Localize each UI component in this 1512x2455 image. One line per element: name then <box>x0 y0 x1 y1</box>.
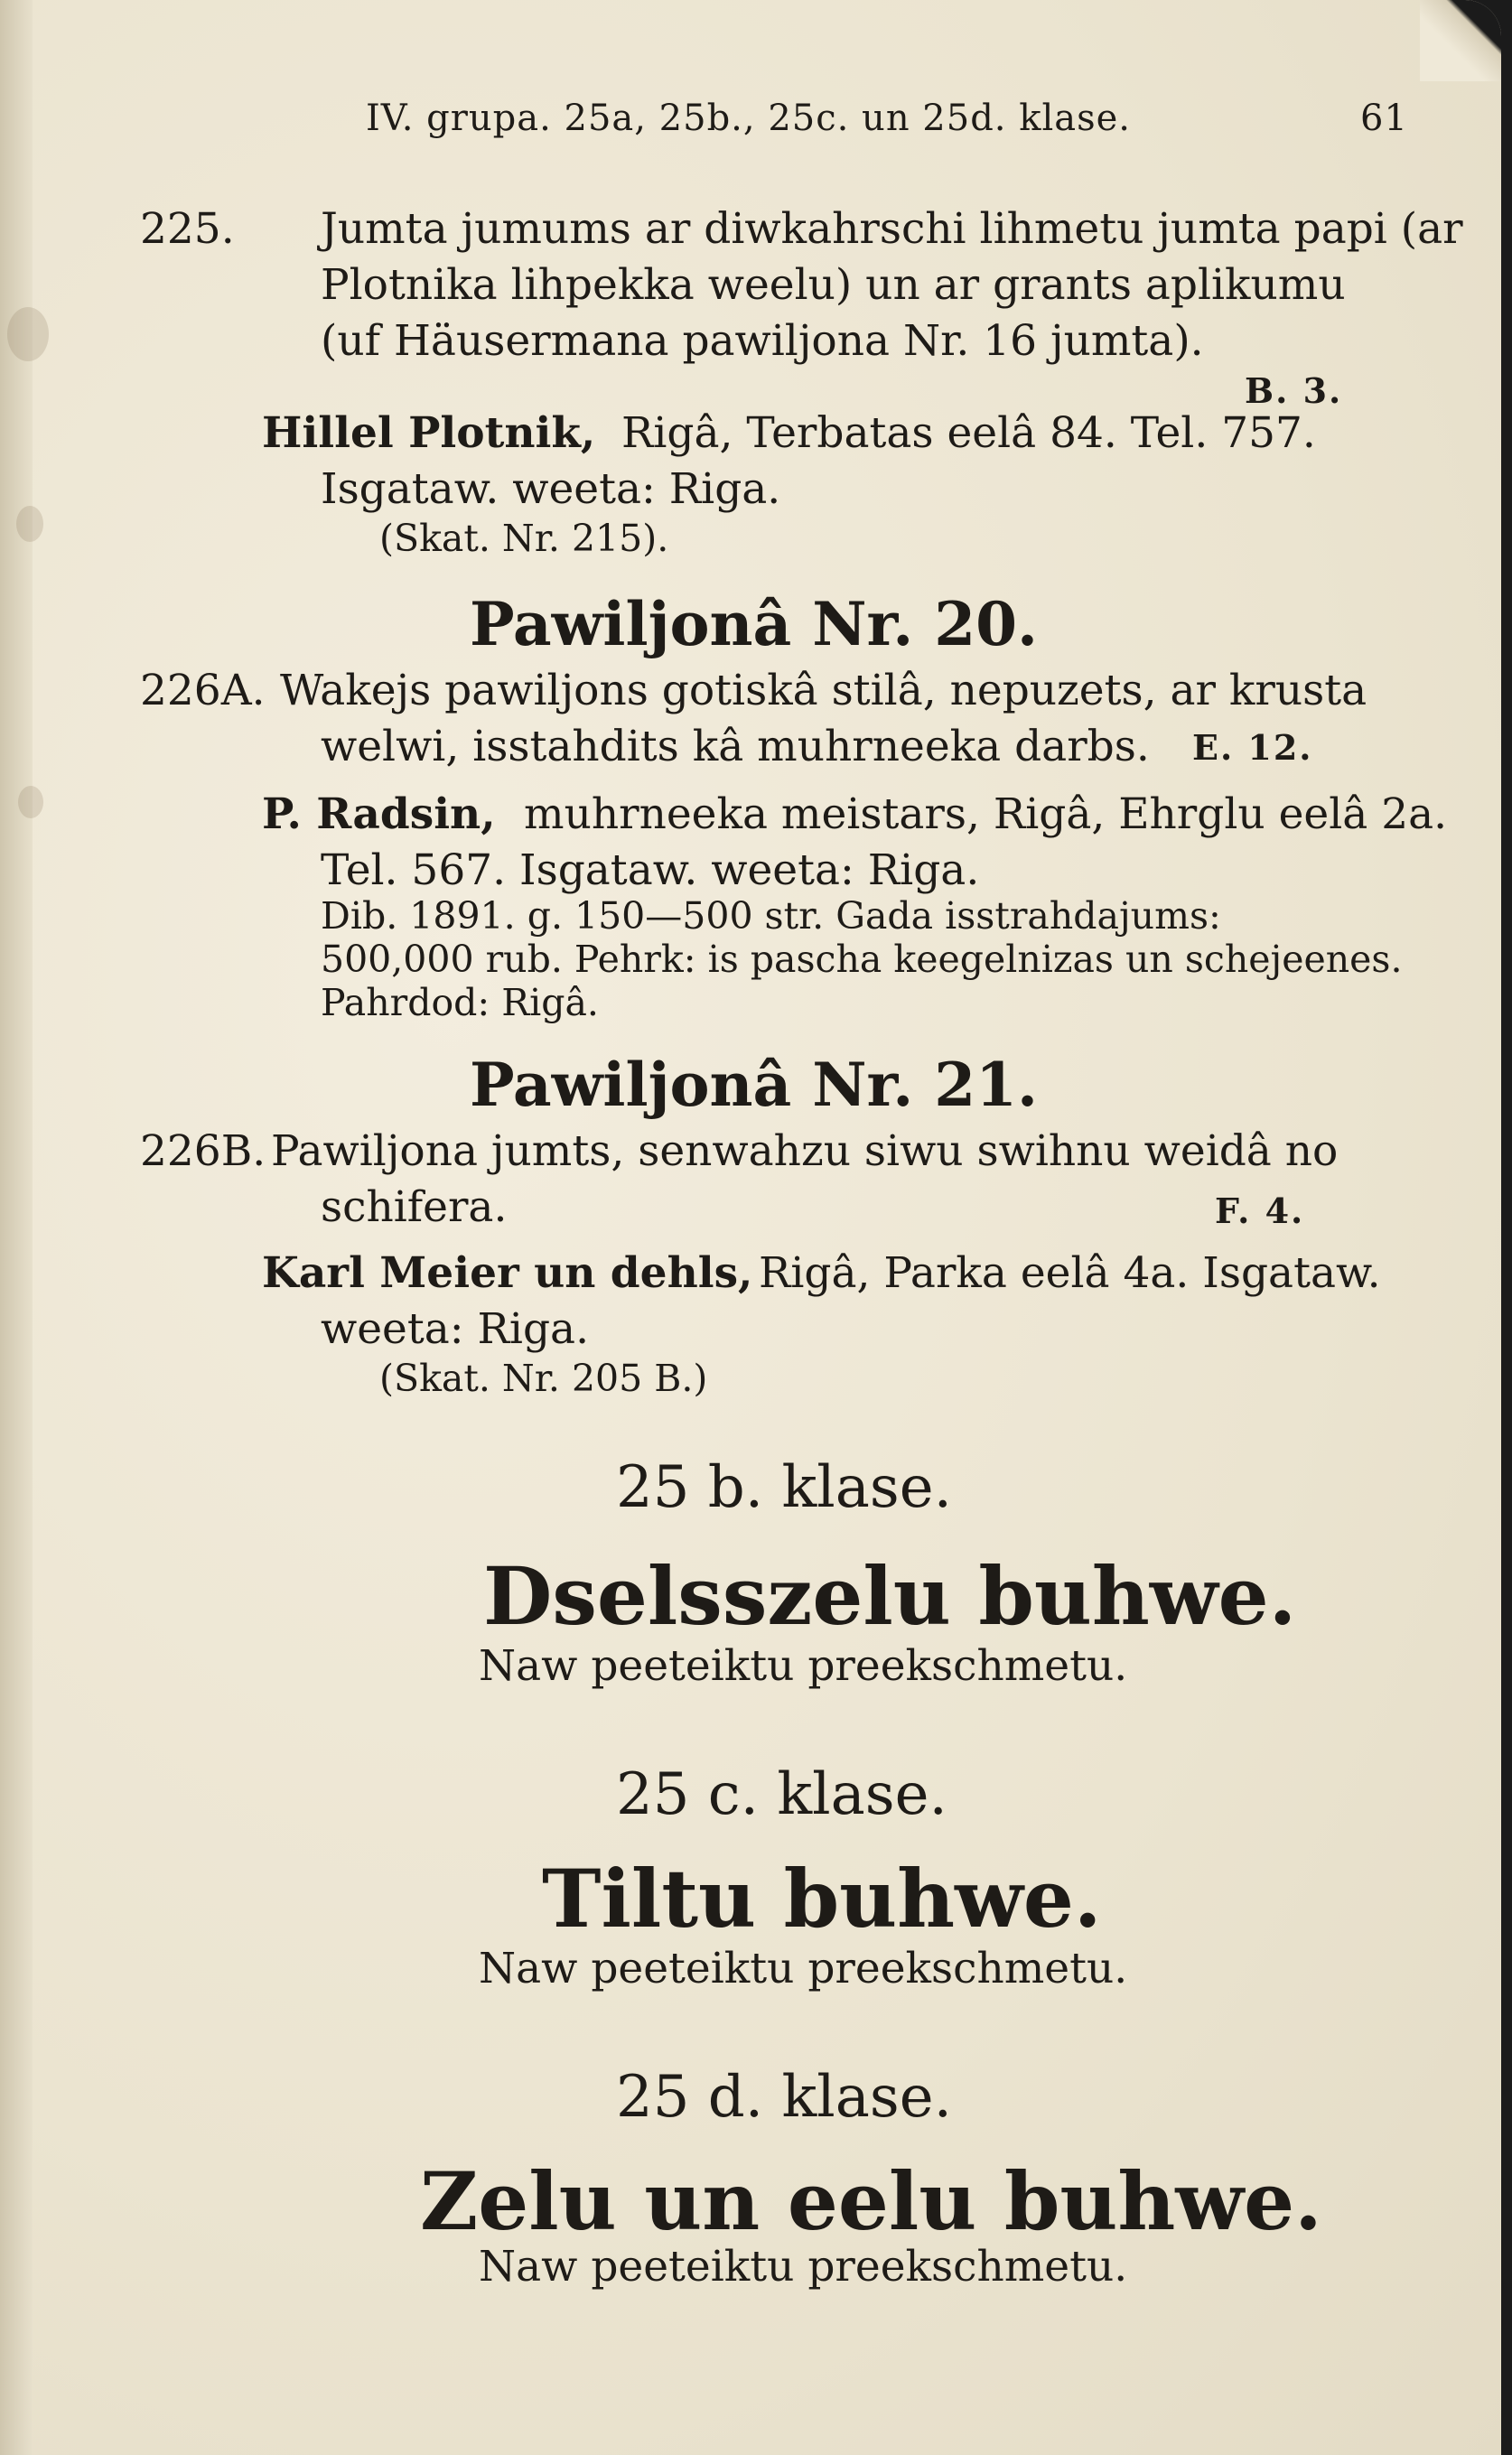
entry-text-line: welwi, isstahdits kâ muhrneeka darbs. <box>321 722 1150 771</box>
class-heading: 25 d. klase. <box>616 2064 952 2131</box>
exhibitor-address: Isgataw. weeta: Riga. <box>321 464 781 514</box>
section-heading: Pawiljonâ Nr. 20. <box>470 589 1039 659</box>
paper-stain <box>16 506 43 542</box>
catalog-reference: (Skat. Nr. 215). <box>379 517 669 560</box>
exhibitor-address: muhrneeka meistars, Rigâ, Ehrglu eelâ 2a. <box>524 789 1448 839</box>
detail-line: Pahrdod: Rigâ. <box>321 981 599 1024</box>
entry-number: 226B. <box>140 1126 266 1176</box>
running-header: IV. grupa. 25a, 25b., 25c. un 25d. klase. <box>366 98 1132 139</box>
exhibitor-name: Hillel Plotnik, <box>262 408 596 458</box>
entry-text-line: (uf Häusermana pawiljona Nr. 16 jumta). <box>321 316 1204 366</box>
entry-text-line: schifera. <box>321 1182 508 1232</box>
location-mark: F. 4. <box>1215 1190 1305 1231</box>
entry-text-line: Jumta jumums ar diwkahrschi lihmetu jumta papi (ar <box>321 204 1463 254</box>
entry-text-line: Pawiljona jumts, senwahzu siwu swihnu weidâ no <box>271 1126 1339 1176</box>
catalog-reference: (Skat. Nr. 205 B.) <box>379 1357 708 1400</box>
exhibitor-address: Rigâ, Terbatas eelâ 84. Tel. 757. <box>621 408 1316 458</box>
entry-text-line: Plotnika lihpekka weelu) un ar grants aplikumu <box>321 260 1346 310</box>
location-mark: B. 3. <box>1245 370 1343 411</box>
class-note: Naw peeteiktu preekschmetu. <box>479 1641 1128 1691</box>
entry-number: 226A. <box>140 666 266 715</box>
section-heading: Pawiljonâ Nr. 21. <box>470 1050 1039 1120</box>
location-mark: E. 12. <box>1192 727 1313 768</box>
exhibitor-name: P. Radsin, <box>262 789 496 839</box>
class-note: Naw peeteiktu preekschmetu. <box>479 1944 1128 1993</box>
paper-stain <box>18 786 43 818</box>
class-note: Naw peeteiktu preekschmetu. <box>479 2242 1128 2292</box>
class-heading: 25 b. klase. <box>616 1454 952 1521</box>
exhibitor-address: Tel. 567. Isgataw. weeta: Riga. <box>321 845 980 895</box>
class-title: Tiltu buhwe. <box>542 1852 1102 1946</box>
class-title: Dselsszelu buhwe. <box>483 1549 1297 1643</box>
exhibitor-address: weeta: Riga. <box>321 1304 590 1354</box>
page-corner <box>1420 0 1501 81</box>
entry-number: 225. <box>140 204 235 254</box>
paper-stain <box>7 307 49 361</box>
entry-text-line: Wakejs pawiljons gotiskâ stilâ, nepuzets, ar krusta <box>280 666 1367 715</box>
exhibitor-address: Rigâ, Parka eelâ 4a. Isgataw. <box>759 1248 1381 1298</box>
detail-line: Dib. 1891. g. 150—500 str. Gada isstrahdajums: <box>321 894 1221 938</box>
class-heading: 25 c. klase. <box>616 1761 947 1828</box>
class-title: Zelu un eelu buhwe. <box>420 2154 1322 2248</box>
page-number: 61 <box>1360 98 1408 139</box>
detail-line: 500,000 rub. Pehrk: is pascha keegelnizas un schejeenes. <box>321 938 1403 981</box>
binding-gutter <box>0 0 33 2455</box>
exhibitor-name: Karl Meier un dehls, <box>262 1248 753 1298</box>
